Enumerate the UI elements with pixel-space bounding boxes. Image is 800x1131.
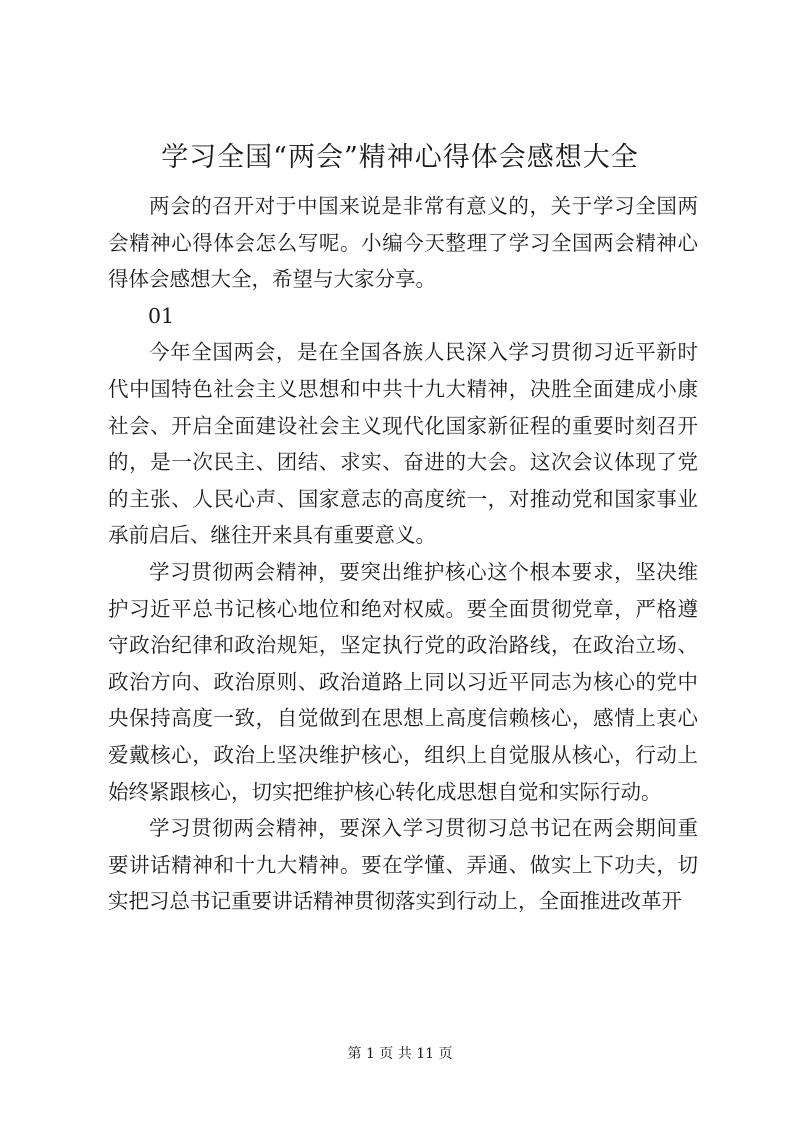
document-body (108, 188, 698, 920)
body-paragraph: 今年全国两会，是在全国各族人民深入学习贯彻习近平新时代中国特色社会主义思想和中共十九大精神，决胜全面建成小康社会、开启全面建设社会主义现代化国家新征程的重要时刻召开的，是一次民主、团结、求实、奋进的大会。这次会议体现了党的主张、人民心声、国家意志的高度统一，对推动党和国家事业承前启后、继往开来具有重要意义。 (108, 340, 698, 548)
document-title: 学习全国“两会”精神心得体会感想大全 (161, 142, 639, 173)
section-number: 01 (148, 303, 175, 328)
intro-paragraph: 两会的召开对于中国来说是非常有意义的，关于学习全国两会精神心得体会怎么写呢。小编今天整理了学习全国两会精神心得体会感想大全，希望与大家分享。 (108, 194, 698, 292)
body-paragraph: 学习贯彻两会精神，要深入学习贯彻习总书记在两会期间重要讲话精神和十九大精神。要在学懂、弄通、做实上下功夫，切实把习总书记重要讲话精神贯彻落实到行动上，全面推进改革开 (108, 816, 698, 914)
body-paragraph: 学习贯彻两会精神，要突出维护核心这个根本要求，坚决维护习近平总书记核心地位和绝对权威。要全面贯彻党章，严格遵守政治纪律和政治规矩，坚定执行党的政治路线，在政治立场、政治方向、政治原则、政治道路上同以习近平同志为核心的党中央保持高度一致，自觉做到在思想上高度信赖核心，感情上衷心爱戴核心，政治上坚决维护核心，组织上自觉服从核心，行动上始终紧跟核心，切实把维护核心转化成思想自觉和实际行动。 (108, 559, 698, 804)
page-footer: 第 1 页 共 11 页 (347, 1046, 453, 1062)
